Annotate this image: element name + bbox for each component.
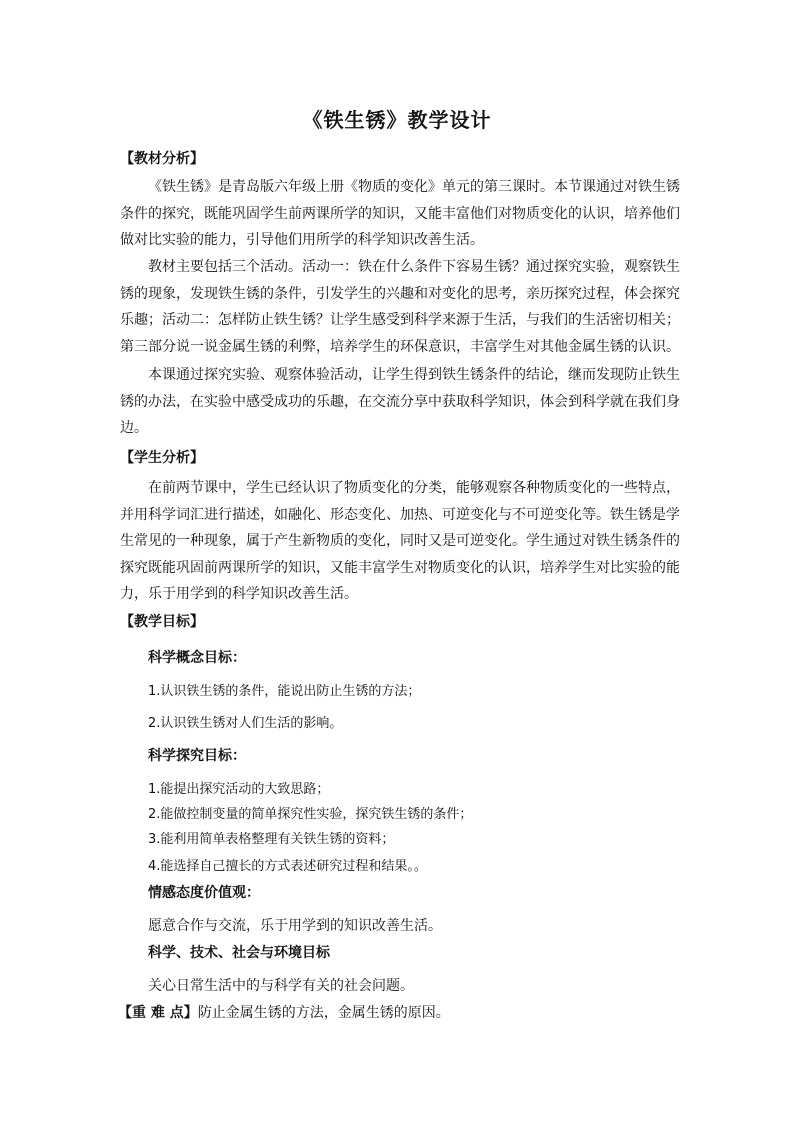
textbook-analysis-paragraph-1: 《铁生锈》是青岛版六年级上册《物质的变化》单元的第三课时。本节课通过对铁生锈条件的探究，既能巩固学生前两课所学的知识，又能丰富他们对物质变化的认识，培养他们做对比实验的能力，引导他们用所学的科学知识改善生活。 [120, 179, 680, 248]
inquiry-goal-item-2: 2.能做控制变量的简单探究性实验，探究铁生锈的条件； [148, 807, 473, 822]
attitude-goal-text: 愿意合作与交流，乐于用学到的知识改善生活。 [148, 918, 442, 934]
inquiry-goal-item-1: 1.能提出探究活动的大致思路； [148, 782, 330, 797]
inquiry-goal-item-4: 4.能选择自己擅长的方式表述研究过程和结果。。 [148, 859, 427, 874]
section-heading-teaching-goals: 【教学目标】 [120, 614, 204, 630]
inquiry-goals-heading: 科学探究目标： [148, 748, 246, 764]
key-points-label: 【重 难 点】 [118, 1005, 198, 1021]
stse-goals-heading: 科学、技术、社会与环境目标 [148, 945, 330, 961]
student-analysis-paragraph: 在前两节课中，学生已经认识了物质变化的分类，能够观察各种物质变化的一些特点，并用科学词汇进行描述，如融化、形态变化、加热、可逆变化与不可逆变化等。铁生锈是学生常见的一种现象，属于产生新物质的变化，同时又是可逆变化。学生通过对铁生锈条件的探究既能巩固前两课所学的知识，又能丰富学生对物质变化的认识，培养学生对比实验的能力，乐于用学到的科学知识改善生活。 [120, 480, 680, 602]
section-heading-textbook-analysis: 【教材分析】 [120, 151, 204, 167]
key-points-text: 防止金属生锈的方法，金属生锈的原因。 [197, 1005, 450, 1021]
concept-goal-item-1: 1.认识铁生锈的条件，能说出防止生锈的方法； [148, 684, 421, 699]
textbook-analysis-paragraph-3: 本课通过探究实验、观察体验活动，让学生得到铁生锈条件的结论，继而发现防止铁生锈的办法，在实验中感受成功的乐趣，在交流分享中获取科学知识，体会到科学就在我们身边。 [120, 367, 680, 436]
stse-goal-text: 关心日常生活中的与科学有关的社会问题。 [148, 978, 414, 994]
key-points-line [118, 1002, 688, 1022]
inquiry-goal-item-3: 3.能利用简单表格整理有关铁生锈的资料； [148, 832, 395, 847]
attitude-goals-heading: 情感态度价值观： [148, 885, 260, 901]
document-title: 《铁生锈》教学设计 [302, 108, 492, 132]
section-heading-student-analysis: 【学生分析】 [120, 450, 204, 466]
concept-goal-item-2: 2.认识铁生锈对人们生活的影响。 [148, 716, 343, 731]
textbook-analysis-paragraph-2: 教材主要包括三个活动。活动一：铁在什么条件下容易生锈？通过探究实验，观察铁生锈的现象，发现铁生锈的条件，引发学生的兴趣和对变化的思考，亲历探究过程，体会探究乐趣；活动二：怎样防止铁生锈？让学生感受到科学来源于生活，与我们的生活密切相关；第三部分说一说金属生锈的利弊，培养学生的环保意识，丰富学生对其他金属生锈的认识。 [120, 259, 680, 355]
concept-goals-heading: 科学概念目标： [148, 650, 246, 666]
